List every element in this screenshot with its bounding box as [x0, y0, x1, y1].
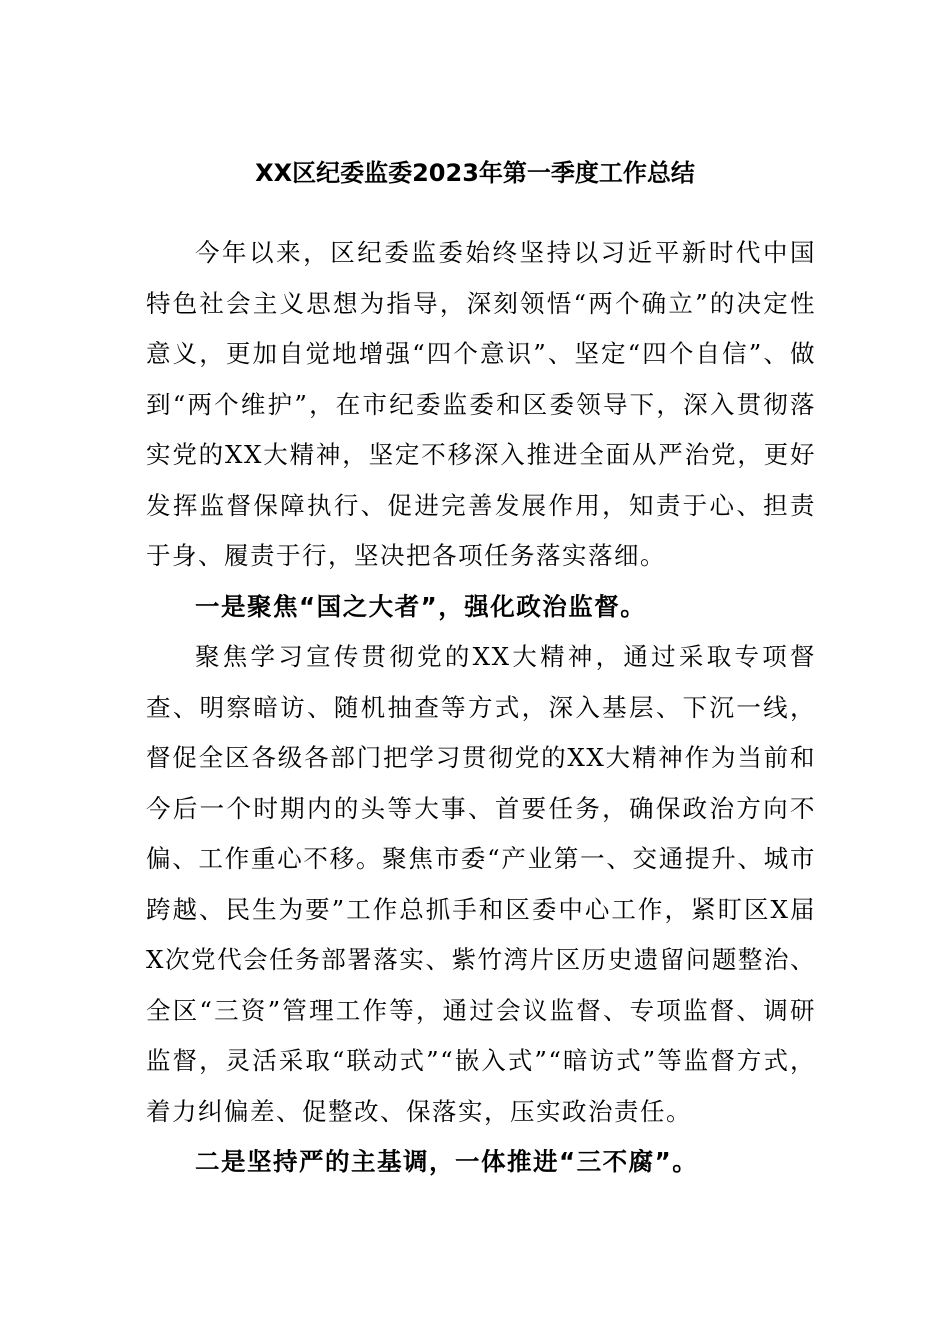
section-heading-1: 一是聚焦“国之大者”，强化政治监督。 — [195, 591, 647, 621]
section-heading-2: 二是坚持严的主基调，一体推进“三不腐”。 — [195, 1147, 699, 1176]
document-body — [146, 228, 816, 1188]
document-title: XX区纪委监委2023年第一季度工作总结 — [255, 159, 695, 187]
intro-paragraph: 今年以来，区纪委监委始终坚持以习近平新时代中国特色社会主义思想为指导，深刻领悟“两个确立”的决定性意义，更加自觉地增强“四个意识”、坚定“四个自信”、做到“两个维护”，在市纪委监委和区委领导下，深入贯彻落实党的XX大精神，坚定不移深入推进全面从严治党，更好发挥监督保障执行、促进完善发展作用，知责于心、担责于身、履责于行，坚决把各项任务落实落细。 — [146, 238, 816, 570]
section-1-paragraph: 聚焦学习宣传贯彻党的XX大精神，通过采取专项督查、明察暗访、随机抽查等方式，深入基层、下沉一线，督促全区各级各部门把学习贯彻党的XX大精神作为当前和今后一个时期内的头等大事、首要任务，确保政治方向不偏、工作重心不移。聚焦市委“产业第一、交通提升、城市跨越、民生为要”工作总抓手和区委中心工作，紧盯区X届X次党代会任务部署落实、紫竹湾片区历史遗留问题整治、全区“三资”管理工作等，通过会议监督、专项监督、调研监督，灵活采取“联动式”“嵌入式”“暗访式”等监督方式，着力纠偏差、促整改、保落实，压实政治责任。 — [146, 642, 816, 1126]
